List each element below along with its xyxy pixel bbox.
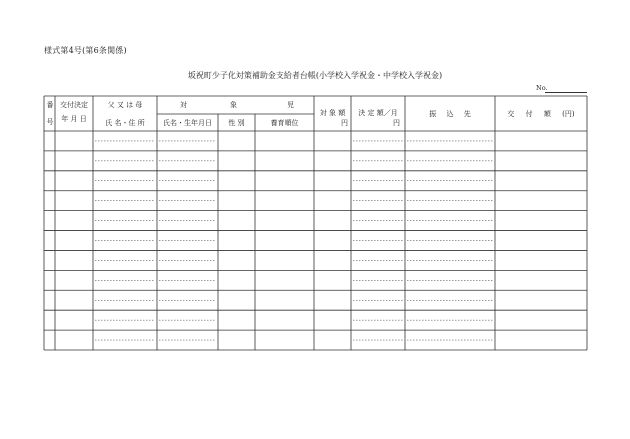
header-subject-b: 象 xyxy=(230,101,237,109)
header-gender: 性 別 xyxy=(228,119,245,127)
header-number-bottom: 号 xyxy=(46,118,54,126)
header-parent-name-address: 氏 名・住 所 xyxy=(105,119,145,127)
header-subject-c: 児 xyxy=(287,101,294,109)
header-decided-amount-bottom: 円 xyxy=(393,119,400,127)
header-rearing-order: 養育順位 xyxy=(270,119,299,127)
header-transfer-dest: 振 込 先 xyxy=(429,110,471,118)
header-decided-amount-top: 決 定 額／月 xyxy=(358,109,398,117)
header-issue-amount: 交 付 額 (円) xyxy=(507,110,575,118)
header-target-amount-top: 対 象 額 xyxy=(319,109,346,117)
doc-number-label: No. xyxy=(536,84,548,92)
header-year-month-day: 年 月 日 xyxy=(61,115,87,123)
header-number-top: 番 xyxy=(46,101,54,109)
header-child-name-birth: 氏名・生年月日 xyxy=(163,119,212,127)
header-issue-decision: 交付決定 xyxy=(60,101,88,109)
form-number: 様式第4号(第6条関係) xyxy=(44,46,127,55)
header-subject-a: 対 xyxy=(180,101,187,109)
page-title: 坂祝町少子化対策補助金支給者台帳(小学校入学祝金・中学校入学祝金) xyxy=(187,71,443,80)
header-target-amount-bottom: 円 xyxy=(341,119,348,127)
header-parent: 父 又 は 母 xyxy=(107,101,143,109)
